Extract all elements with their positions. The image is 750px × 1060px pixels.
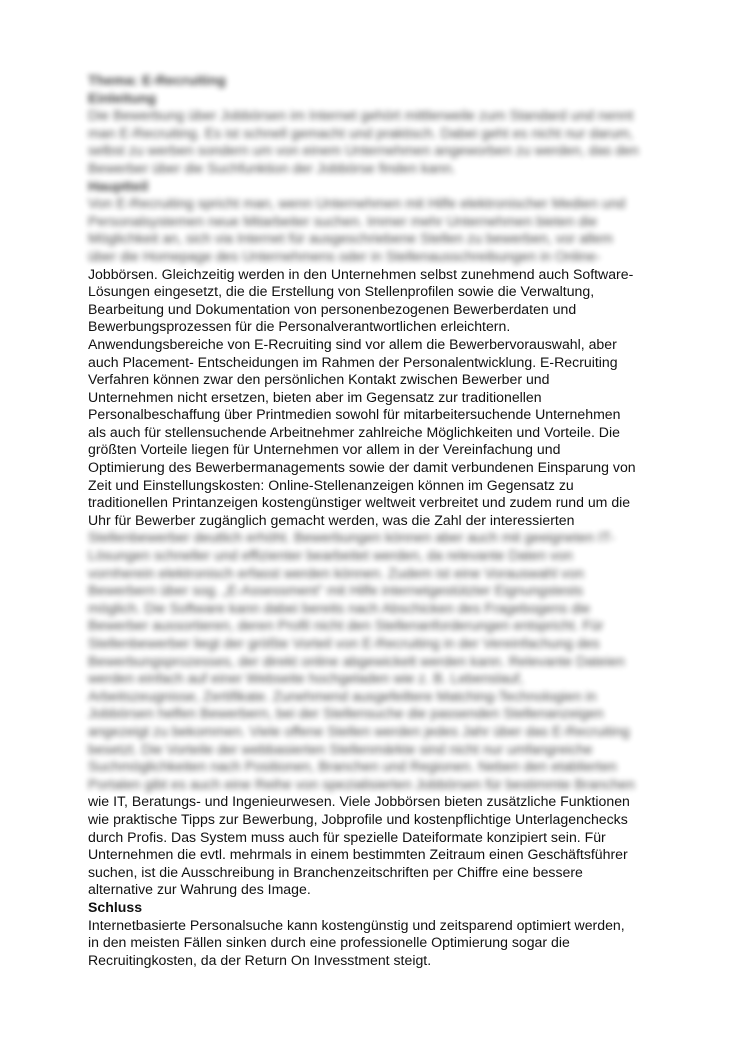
text-line: besetzt. Die Vorteile der webbasierten Stellenmärkte sind nicht nur umfangreiche [88,740,593,757]
text-line: größten Vorteile liegen für Unternehmen vor allem in der Vereinfachung und [88,441,561,458]
text-line: Möglichkeit an, sich via Internet für ausgeschriebene Stellen zu bewerben, vor allem [88,230,613,247]
text-line: wie praktische Tipps zur Bewerbung, Jobprofile und kostenpflichtige Unterlagenchecks [88,810,628,827]
text-line: Bewerbungsprozesses, der direkt online abgewickelt werden kann. Relevante Dateien [88,652,625,669]
main-paragraph-visible [88,266,680,530]
text-line: Optimierung des Bewerbermanagements sowie der damit verbundenen Einsparung von [88,459,636,476]
main-paragraph-blurred-start [88,195,680,265]
intro-paragraph [88,107,680,177]
text-line: Zeit und Einstellungskosten: Online-Stellenanzeigen können im Gegensatz zu [88,476,574,493]
text-line: Stellenbewerber liegt der größte Vorteil von E-Recruiting in der Vereinfachung des [88,635,600,651]
text-line: alternative zur Wahrung des Image. [88,881,311,898]
text-line: Suchmöglichkeiten nach Positionen, Branchen und Regionen. Neben den etablierten [88,758,617,775]
text-line: Bewerber aussortieren, deren Profil nicht den Stellenanforderungen entspricht. Für [88,617,604,634]
text-line: angezeigt zu bekommen. Viele offene Stellen werden jedes Jahr über das E-Recruiting [88,722,630,739]
document-title: Thema: E-Recruiting [88,72,226,88]
text-line: wie IT, Beratungs- und Ingenieurwesen. Viele Jobbörsen bieten zusätzliche Funktionen [88,793,630,810]
text-line: Bewerbungsprozessen für die Personalverantwortlichen erleichtern. [88,318,511,335]
text-line: Unternehmen die evtl. mehrmals in einem bestimmten Zeitraum einen Geschäftsführer [88,846,628,863]
text-line: Recruitingkosten, da der Return On Invesstment steigt. [88,951,432,968]
text-line: Stellenbewerber deutlich erhöht. Bewerbungen können aber auch mit geeigneten IT- [88,529,615,546]
text-line: Personalbeschaffung über Printmedien sowohl für mitarbeitersuchende Unternehmen [88,406,621,423]
text-line: Jobbörsen. Gleichzeitig werden in den Unternehmen selbst zunehmend auch Software- [88,265,634,282]
text-line: Anwendungsbereiche von E-Recruiting sind vor allem die Bewerbervorauswahl, aber [88,335,617,352]
text-line: Personalsystemen neue Mitarbeiter suchen. Immer mehr Unternehmen bieten die [88,212,598,229]
intro-heading: Einleitung [88,89,157,106]
text-line: Bewerber über die Suchfunktion der Jobbörse finden kann. [88,159,456,176]
text-line: man E-Recruiting. Es ist schnell gemacht und praktisch. Dabei geht es nicht nur darum, [88,124,634,141]
text-line: möglich. Die Software kann dabei bereits nach Abschicken des Fragebogens die [88,599,591,616]
main-paragraph-blurred-middle [88,529,680,793]
conclusion-paragraph [88,917,680,970]
document-page [88,72,680,969]
text-line: durch Profis. Das System muss auch für spezielle Dateiformate konzipiert sein. Für [88,828,606,845]
text-line: Lösungen schneller und effizienter bearbeitet werden, da relevante Daten von [88,547,573,564]
main-heading: Hauptteil [88,177,149,194]
text-line: Die Bewerbung über Jobbörsen im Internet gehört mittlerweile zum Standard und nennt [88,107,634,124]
text-line: werden einfach auf einer Webseite hochgeladen wie z. B. Lebenslauf, [88,670,524,687]
main-paragraph-visible-end [88,793,680,899]
text-line: Unternehmen nicht ersetzen, bieten aber im Gegensatz zur traditionellen [88,388,542,405]
text-line: traditionellen Printanzeigen kostengünstiger weltweit verbreitet und zudem rund um die [88,494,631,511]
text-line: suchen, ist die Ausschreibung in Branchenzeitschriften per Chiffre eine bessere [88,863,583,880]
text-line: vornherein elektronisch erfasst werden können. Zudem ist eine Vorauswahl von [88,564,584,581]
text-line: über die Homepage des Unternehmens oder in Stellenausschreibungen in Online- [88,247,601,264]
text-line: in den meisten Fällen sinken durch eine professionelle Optimierung sogar die [88,934,570,951]
text-line: Arbeitszeugnisse, Zertifikate. Zunehmend ausgefeiltere Matching-Technologien in [88,687,597,704]
conclusion-heading: Schluss [88,898,143,915]
text-line: Uhr für Bewerber zugänglich gemacht werden, was die Zahl der interessierten [88,511,575,528]
text-line: Lösungen eingesetzt, die die Erstellung von Stellenprofilen sowie die Verwaltung, [88,283,595,300]
text-line: auch Placement- Entscheidungen im Rahmen der Personalentwicklung. E-Recruiting [88,353,618,370]
text-line: selbst zu werben sondern um von einem Unternehmen angeworben zu werden, das den [88,142,639,159]
text-line: Jobbörsen helfen Bewerbern, bei der Stellensuche die passenden Stellenanzeigen [88,705,604,722]
text-line: Portalen gibt es auch eine Reihe von spezialisierten Jobbörsen für bestimmte Branchen [88,775,635,792]
text-line: Bearbeitung und Dokumentation von personenbezogenen Bewerberdaten und [88,300,577,317]
text-line: Internetbasierte Personalsuche kann kostengünstig und zeitsparend optimiert werden, [88,916,625,933]
text-line: Von E-Recruiting spricht man, wenn Unternehmen mit Hilfe elektronischer Medien und [88,195,626,212]
text-line: als auch für stellensuchende Arbeitnehmer zahlreiche Möglichkeiten und Vorteile. Die [88,423,620,440]
text-line: Verfahren können zwar den persönlichen Kontakt zwischen Bewerber und [88,371,550,388]
text-line: Bewerbern über sog. „E-Assessment“ mit Hilfe internetgestützter Eignungstests [88,582,584,599]
